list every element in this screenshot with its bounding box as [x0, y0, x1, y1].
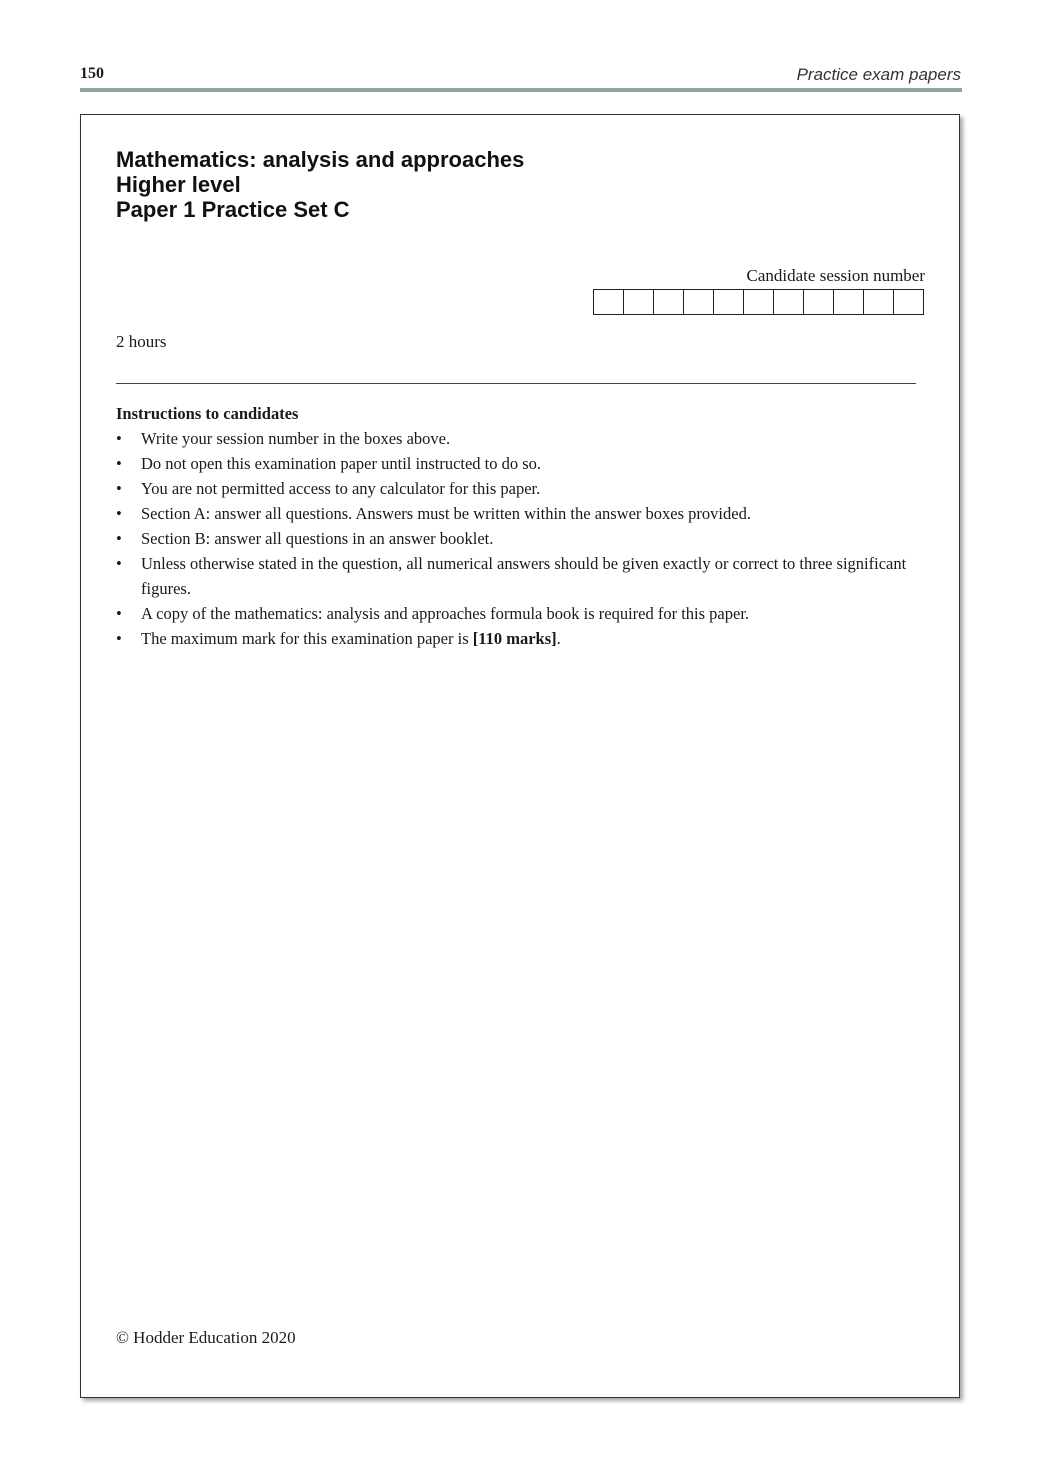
bullet-icon: • [116, 629, 122, 648]
bullet-icon: • [116, 504, 122, 523]
max-mark-prefix: The maximum mark for this examination paper is [141, 629, 473, 648]
exam-duration: 2 hours [116, 332, 167, 351]
bullet-icon: • [116, 429, 122, 448]
title-paper: Paper 1 Practice Set C [116, 197, 350, 222]
session-number-box[interactable] [654, 290, 684, 314]
max-mark-suffix: . [556, 629, 561, 648]
session-number-box[interactable] [684, 290, 714, 314]
title-subject: Mathematics: analysis and approaches [116, 147, 525, 172]
bullet-icon: • [116, 554, 122, 573]
session-number-box[interactable] [804, 290, 834, 314]
session-number-boxes [593, 289, 924, 315]
instruction-text: You are not permitted access to any calculator for this paper. [141, 479, 541, 498]
instruction-item [116, 551, 916, 601]
section-divider [116, 383, 916, 384]
running-head: Practice exam papers [796, 65, 961, 84]
bullet-icon: • [116, 604, 122, 623]
instruction-text: Do not open this examination paper until instructed to do so. [141, 454, 542, 473]
page-number: 150 [80, 65, 104, 82]
header-rule [80, 88, 962, 92]
bullet-icon: • [116, 479, 122, 498]
instruction-text: Section B: answer all questions in an answer booklet. [141, 529, 494, 548]
cover-page-frame [80, 114, 960, 1398]
instruction-item [116, 426, 916, 451]
paper-title [116, 147, 524, 222]
session-number-box[interactable] [894, 290, 924, 314]
instruction-item [116, 451, 916, 476]
bullet-icon: • [116, 454, 122, 473]
session-number-box[interactable] [774, 290, 804, 314]
instruction-item [116, 501, 916, 526]
instruction-text: A copy of the mathematics: analysis and approaches formula book is required for this paper. [141, 604, 750, 623]
instruction-text: Unless otherwise stated in the question, all numerical answers should be given exactly or correct to three significant figures. [141, 554, 907, 598]
session-number-box[interactable] [864, 290, 894, 314]
session-number-box[interactable] [594, 290, 624, 314]
session-number-box[interactable] [744, 290, 774, 314]
max-mark-value: [110 marks] [472, 629, 557, 648]
title-level: Higher level [116, 172, 241, 197]
instruction-item [116, 526, 916, 551]
session-number-box[interactable] [834, 290, 864, 314]
instruction-item [116, 601, 916, 626]
instructions-heading: Instructions to candidates [116, 404, 299, 423]
instruction-item [116, 476, 916, 501]
session-number-box[interactable] [624, 290, 654, 314]
instruction-text: Section A: answer all questions. Answers must be written within the answer boxes provided. [141, 504, 751, 523]
instruction-text: Write your session number in the boxes above. [141, 429, 451, 448]
instructions-block [116, 401, 916, 651]
session-number-label: Candidate session number [746, 266, 925, 285]
copyright-notice: © Hodder Education 2020 [116, 1328, 296, 1347]
bullet-icon: • [116, 529, 122, 548]
instructions-list [116, 426, 916, 651]
instruction-item-max-mark [116, 626, 916, 651]
session-number-box[interactable] [714, 290, 744, 314]
